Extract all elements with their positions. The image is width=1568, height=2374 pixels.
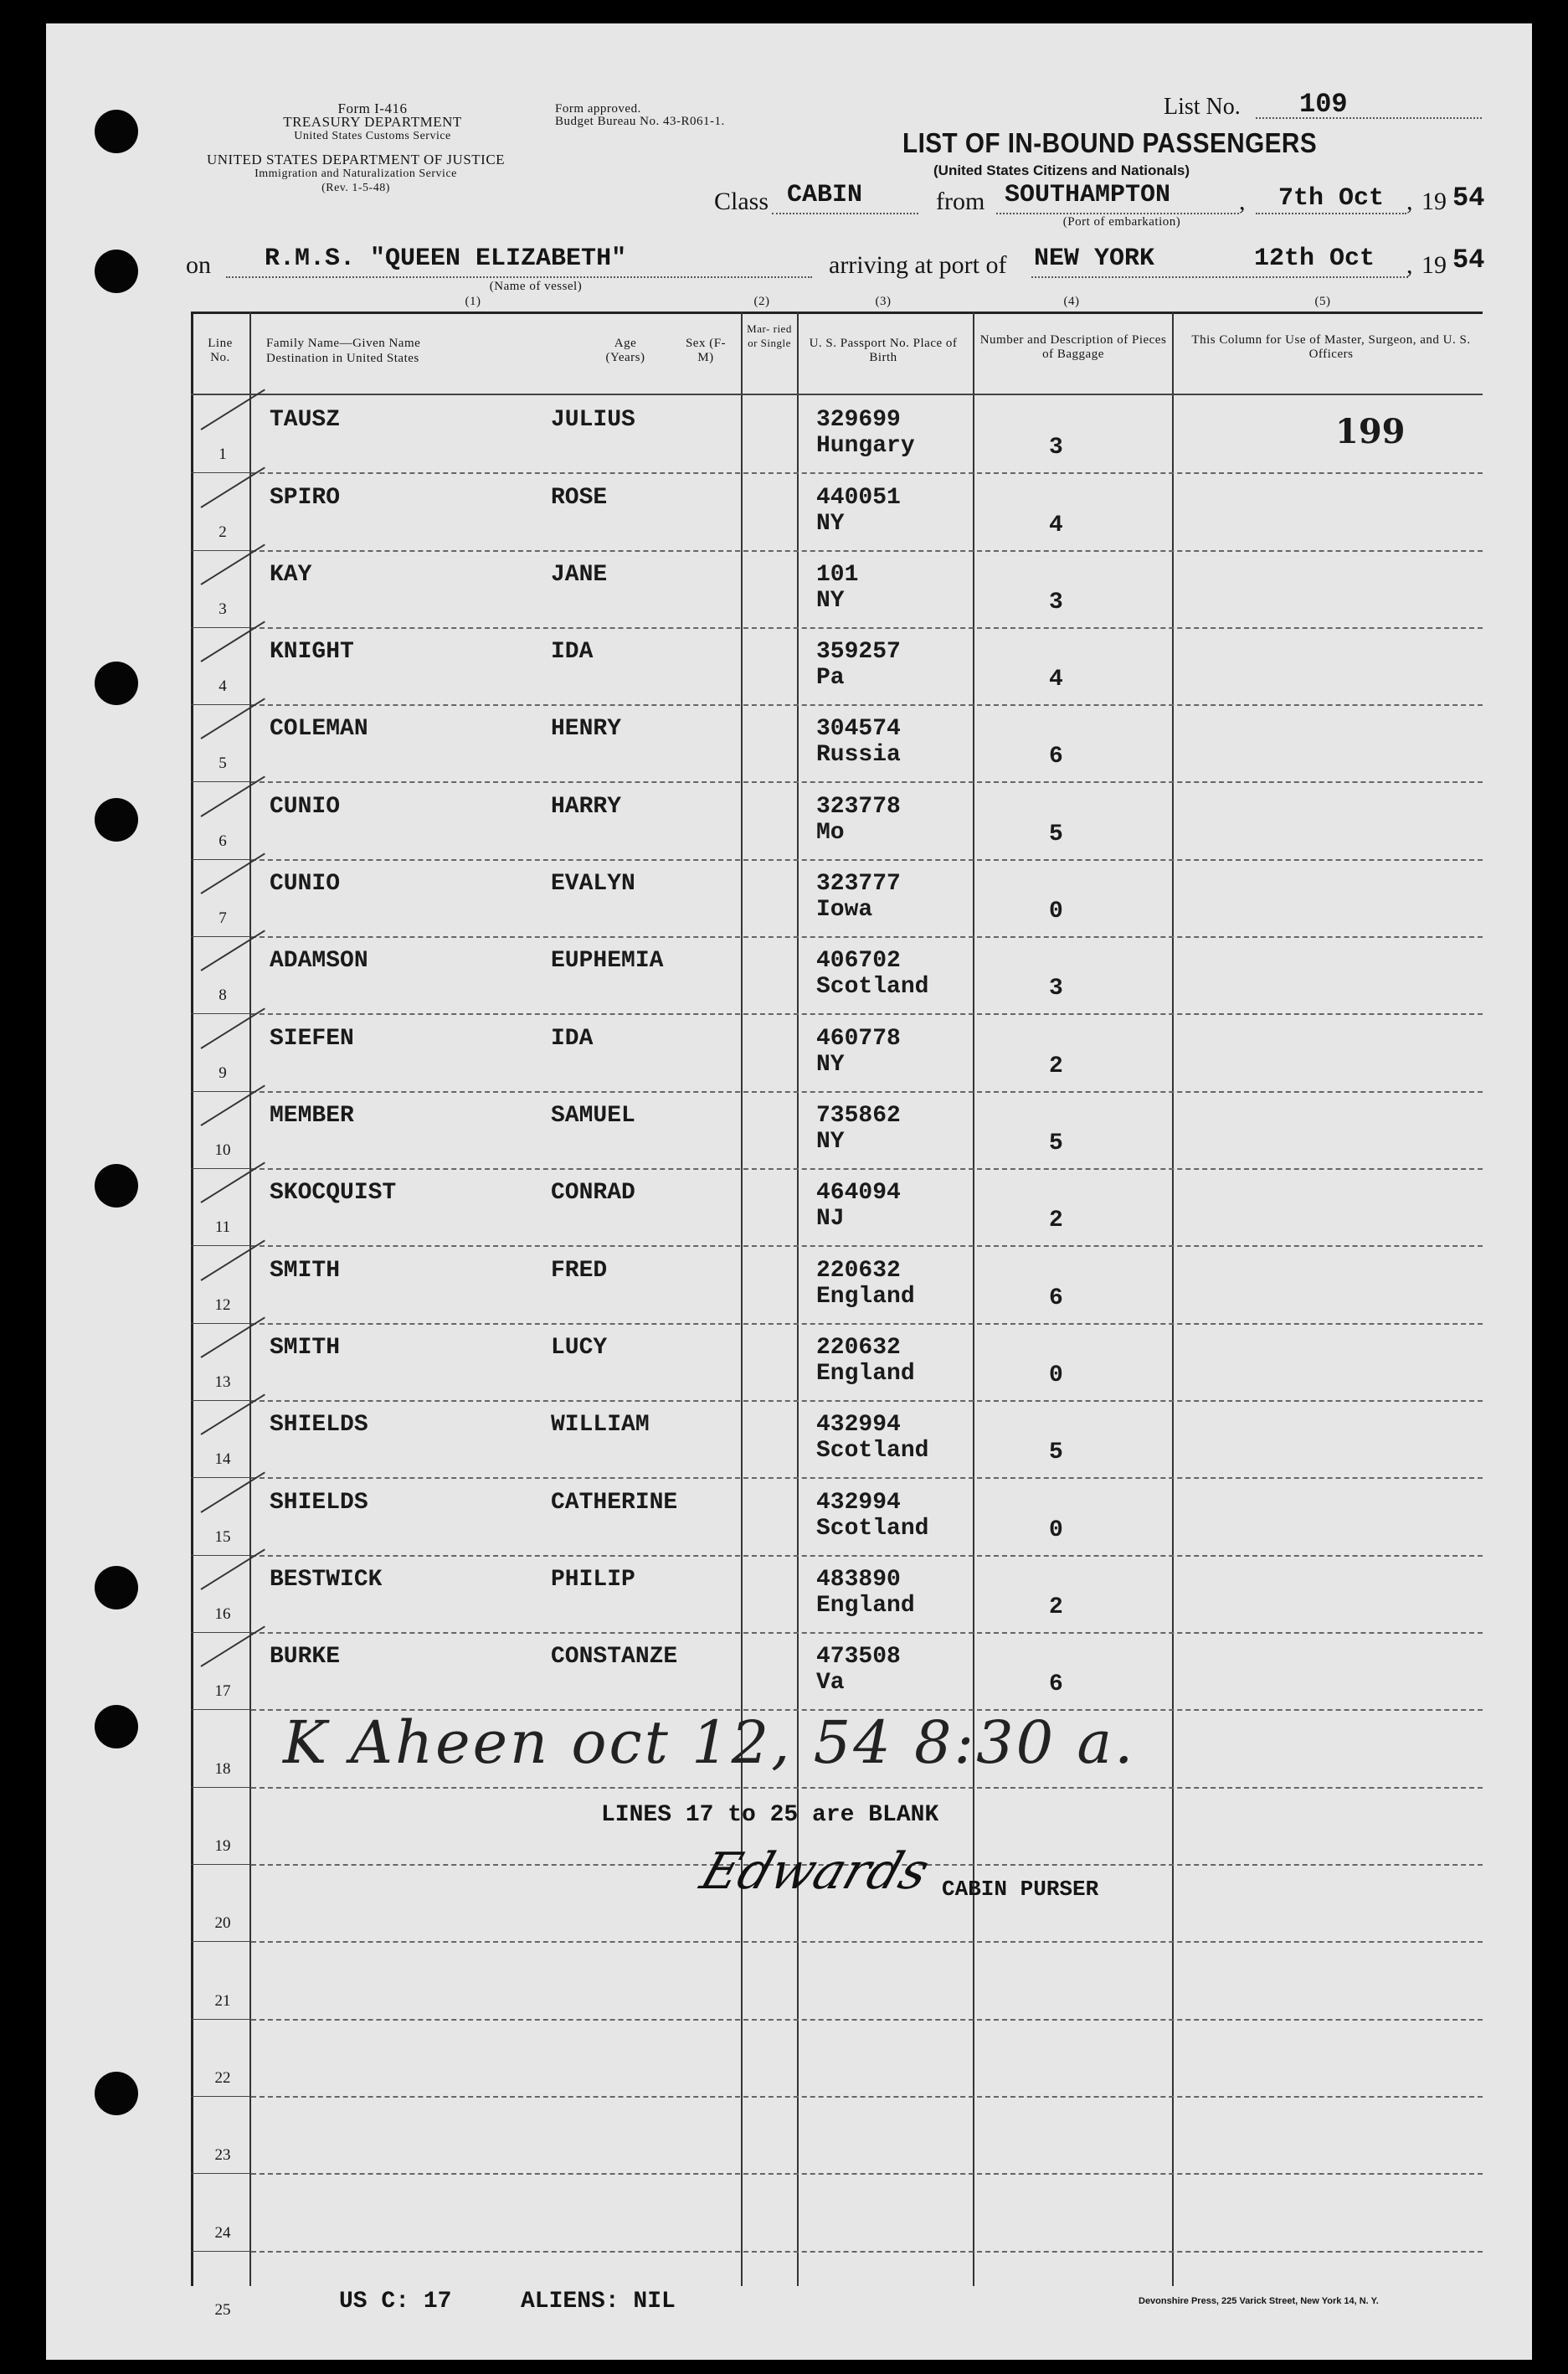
place-of-birth: NY [816,1052,845,1078]
line-number: 15 [214,1528,231,1546]
line-number: 7 [218,909,227,927]
line-number: 4 [218,677,227,695]
line-no-divider [191,1245,251,1246]
family-name: KAY [270,562,312,588]
row-divider [251,550,1483,552]
row-divider [251,627,1483,629]
line-no-divider [191,2173,251,2174]
arrival-date: 12th Oct [1254,245,1375,273]
passport-number: 101 [816,562,859,588]
line-number: 25 [214,2301,231,2319]
place-of-birth: Mo [816,820,845,846]
line-no-divider [191,2251,251,2252]
col-divider [973,312,974,2286]
col-header-married: Mar- ried or Single [747,322,792,349]
col-header-line-no: Line No. [208,337,233,364]
line-number: 10 [214,1141,231,1159]
place-of-birth: Hungary [816,433,915,459]
purser-title: CABIN PURSER [942,1877,1099,1902]
row-divider [251,1013,1483,1015]
place-of-birth: NJ [816,1206,845,1232]
place-of-birth: Russia [816,742,901,768]
list-no-line [1256,117,1482,119]
line-number: 19 [214,1837,231,1855]
baggage-count: 6 [1049,1671,1063,1697]
officer-note: 199 [1335,412,1406,451]
class-line [772,213,918,214]
ins-label: Immigration and Naturalization Service [254,167,457,180]
line-number: 6 [218,832,227,850]
punch-hole [95,110,138,153]
place-of-birth: England [816,1284,915,1310]
line-number: 13 [214,1373,231,1391]
place-of-birth: NY [816,1129,845,1155]
row-divider [251,1632,1483,1634]
baggage-count: 3 [1049,590,1063,615]
col-header-age: Age (Years) [605,337,645,364]
row-divider [251,1245,1483,1247]
baggage-count: 2 [1049,1208,1063,1233]
from-value: SOUTHAMPTON [1005,181,1171,209]
place-of-birth: Pa [816,665,845,691]
row-divider [251,1477,1483,1479]
col-divider [797,312,799,2286]
page-title: LIST OF IN-BOUND PASSENGERS [902,127,1318,158]
vessel-caption: (Name of vessel) [489,280,583,293]
family-name: CUNIO [270,871,341,897]
handwritten-inspection-note: K Aheen oct 12, 54 8:30 a. [283,1708,1136,1777]
baggage-count: 3 [1049,976,1063,1002]
given-name: WILLIAM [551,1412,650,1438]
departure-date: 7th Oct [1278,184,1385,213]
page-subtitle: (United States Citizens and Nationals) [933,162,1190,178]
given-name: PHILIP [551,1567,635,1593]
col-divider [249,312,251,2286]
date-line [1256,213,1406,214]
line-no-divider [191,1632,251,1633]
baggage-count: 5 [1049,821,1063,847]
line-no-divider [191,859,251,860]
col-header-name: Family Name—Given Name [266,337,421,350]
passport-number: 329699 [816,407,901,433]
col-header-officers: This Column for Use of Master, Surgeon, and U. S. Officers [1191,333,1471,361]
given-name: EUPHEMIA [551,948,664,974]
given-name: HENRY [551,716,622,742]
line-number: 16 [214,1605,231,1623]
given-name: HARRY [551,794,622,820]
place-of-birth: Scotland [816,974,929,1000]
family-name: BESTWICK [270,1567,383,1593]
baggage-count: 4 [1049,667,1063,693]
given-name: CONSTANZE [551,1644,678,1670]
header-bottom-border [191,394,1483,395]
passport-number: 432994 [816,1412,901,1438]
col-number: (3) [875,295,892,308]
form-number: Form I-416 [337,100,408,116]
passport-number: 735862 [816,1103,901,1129]
passport-number: 464094 [816,1180,901,1206]
row-divider [251,2173,1483,2175]
line-no-divider [191,1555,251,1556]
year-suffix: 54 [1452,183,1485,214]
line-no-divider [191,781,251,782]
place-of-birth: England [816,1361,915,1387]
comma: , [1406,251,1413,279]
line-number: 8 [218,986,227,1004]
passport-number: 220632 [816,1258,901,1284]
row-divider [251,2019,1483,2021]
table-top-border [191,312,1483,314]
family-name: ADAMSON [270,948,368,974]
treasury-label: TREASURY DEPARTMENT [283,114,462,130]
row-divider [251,1168,1483,1170]
line-no-divider [191,1709,251,1710]
comma: , [1239,188,1246,215]
passport-number: 323778 [816,794,901,820]
arrival-year-suffix: 54 [1452,245,1485,276]
line-number: 17 [214,1682,231,1700]
row-divider [251,859,1483,861]
justice-label: UNITED STATES DEPARTMENT OF JUSTICE [206,152,506,167]
family-name: SMITH [270,1258,341,1284]
place-of-birth: NY [816,588,845,614]
row-divider [251,936,1483,938]
row-divider [251,1941,1483,1943]
punch-hole [95,798,138,842]
blank-lines-note: LINES 17 to 25 are BLANK [601,1802,939,1828]
col-divider [741,312,743,2286]
family-name: KNIGHT [270,639,354,665]
comma: , [1406,188,1413,215]
passport-number: 473508 [816,1644,901,1670]
family-name: TAUSZ [270,407,341,433]
line-no-divider [191,1864,251,1865]
col-number: (5) [1314,295,1331,308]
class-value: CABIN [787,181,863,209]
given-name: JANE [551,562,608,588]
line-no-divider [191,1477,251,1478]
passport-number: 440051 [816,485,901,511]
on-label: on [186,251,211,279]
line-number: 1 [218,445,227,463]
customs-label: United States Customs Service [294,130,451,142]
family-name: SMITH [270,1335,341,1361]
col-number: (1) [465,295,481,308]
family-name: SHIELDS [270,1490,368,1516]
family-name: BURKE [270,1644,341,1670]
line-number: 3 [218,600,227,618]
line-number: 5 [218,754,227,772]
list-no-value: 109 [1299,89,1348,120]
row-divider [251,1400,1483,1402]
port-line [1031,276,1408,278]
line-number: 21 [214,1992,231,2010]
given-name: ROSE [551,485,608,511]
passport-number: 323777 [816,871,901,897]
purser-signature: Edwards [693,1842,937,1901]
family-name: SHIELDS [270,1412,368,1438]
col-header-sex: Sex (F-M) [685,337,727,364]
place-of-birth: England [816,1593,915,1619]
punch-hole [95,2072,138,2115]
family-name: MEMBER [270,1103,354,1129]
line-number: 11 [214,1218,231,1236]
passport-number: 432994 [816,1490,901,1516]
line-no-divider [191,1323,251,1324]
row-divider [251,704,1483,706]
given-name: IDA [551,639,594,665]
given-name: CATHERINE [551,1490,678,1516]
col-number: (2) [753,295,770,308]
baggage-count: 4 [1049,512,1063,538]
baggage-count: 5 [1049,1439,1063,1465]
given-name: CONRAD [551,1180,635,1206]
given-name: FRED [551,1258,608,1284]
baggage-count: 0 [1049,1362,1063,1388]
line-no-divider [191,1787,251,1788]
passport-number: 483890 [816,1567,901,1593]
rev-label: (Rev. 1-5-48) [321,182,390,194]
punch-hole [95,250,138,293]
row-divider [251,1091,1483,1093]
place-of-birth: Va [816,1670,845,1696]
line-number: 24 [214,2224,231,2242]
footer-us-count: US C: 17 [339,2289,452,2315]
passport-number: 359257 [816,639,901,665]
baggage-count: 0 [1049,899,1063,924]
given-name: EVALYN [551,871,635,897]
line-no-divider [191,2019,251,2020]
vessel-name: R.M.S. "QUEEN ELIZABETH" [265,245,627,273]
arrival-port: NEW YORK [1034,245,1155,273]
line-number: 23 [214,2146,231,2164]
line-number: 22 [214,2069,231,2087]
family-name: SKOCQUIST [270,1180,397,1206]
punch-hole [95,1705,138,1748]
given-name: JULIUS [551,407,635,433]
class-label: Class [714,188,769,215]
line-no-divider [191,704,251,705]
row-divider [251,1787,1483,1789]
line-number: 9 [218,1064,227,1082]
row-divider [251,781,1483,783]
family-name: CUNIO [270,794,341,820]
line-no-divider [191,550,251,551]
punch-hole [95,1164,138,1208]
col-number: (4) [1063,295,1080,308]
arriving-label: arriving at port of [829,251,1007,279]
year-prefix: 19 [1421,188,1447,215]
row-divider [251,1555,1483,1557]
footer-aliens: ALIENS: NIL [521,2289,676,2315]
baggage-count: 2 [1049,1053,1063,1079]
given-name: LUCY [551,1335,608,1361]
line-no-divider [191,2096,251,2097]
row-divider [251,1323,1483,1325]
family-name: SPIRO [270,485,341,511]
family-name: SIEFEN [270,1026,354,1052]
budget-label: Budget Bureau No. 43-R061-1. [555,115,725,128]
baggage-count: 6 [1049,744,1063,770]
line-number: 18 [214,1760,231,1778]
passport-number: 460778 [816,1026,901,1052]
line-number: 14 [214,1450,231,1468]
line-no-divider [191,1091,251,1092]
col-header-destination: Destination in United States [266,352,419,365]
passport-number: 406702 [816,948,901,974]
baggage-count: 3 [1049,435,1063,461]
arrival-year-prefix: 19 [1421,251,1447,279]
printer-imprint: Devonshire Press, 225 Varick Street, New York 14, N. Y. [1139,2296,1379,2306]
family-name: COLEMAN [270,716,368,742]
port-caption: (Port of embarkation) [1062,215,1181,229]
passport-number: 304574 [816,716,901,742]
table-left-border [191,312,193,2286]
approved-label: Form approved. [555,102,641,116]
passport-number: 220632 [816,1335,901,1361]
line-number: 2 [218,523,227,541]
line-no-divider [191,936,251,937]
punch-hole [95,662,138,705]
place-of-birth: Iowa [816,897,873,923]
baggage-count: 6 [1049,1285,1063,1311]
punch-hole [95,1566,138,1609]
vessel-line [226,276,812,278]
line-no-divider [191,1941,251,1942]
col-divider [1172,312,1174,2286]
baggage-count: 2 [1049,1594,1063,1620]
line-no-divider [191,1168,251,1169]
list-no-label: List No. [1164,94,1241,120]
line-no-divider [191,1013,251,1014]
row-divider [251,2251,1483,2253]
baggage-count: 0 [1049,1517,1063,1543]
col-header-passport: U. S. Passport No. Place of Birth [809,337,958,364]
line-no-divider [191,1400,251,1401]
from-label: from [936,188,985,215]
line-no-divider [191,472,251,473]
place-of-birth: Scotland [816,1438,929,1464]
row-divider [251,472,1483,474]
line-number: 12 [214,1296,231,1314]
given-name: IDA [551,1026,594,1052]
given-name: SAMUEL [551,1103,635,1129]
line-number: 20 [214,1914,231,1932]
col-header-baggage: Number and Description of Pieces of Baggage [979,333,1167,361]
place-of-birth: Scotland [816,1516,929,1542]
line-no-divider [191,627,251,628]
place-of-birth: NY [816,511,845,537]
baggage-count: 5 [1049,1130,1063,1156]
row-divider [251,2096,1483,2098]
